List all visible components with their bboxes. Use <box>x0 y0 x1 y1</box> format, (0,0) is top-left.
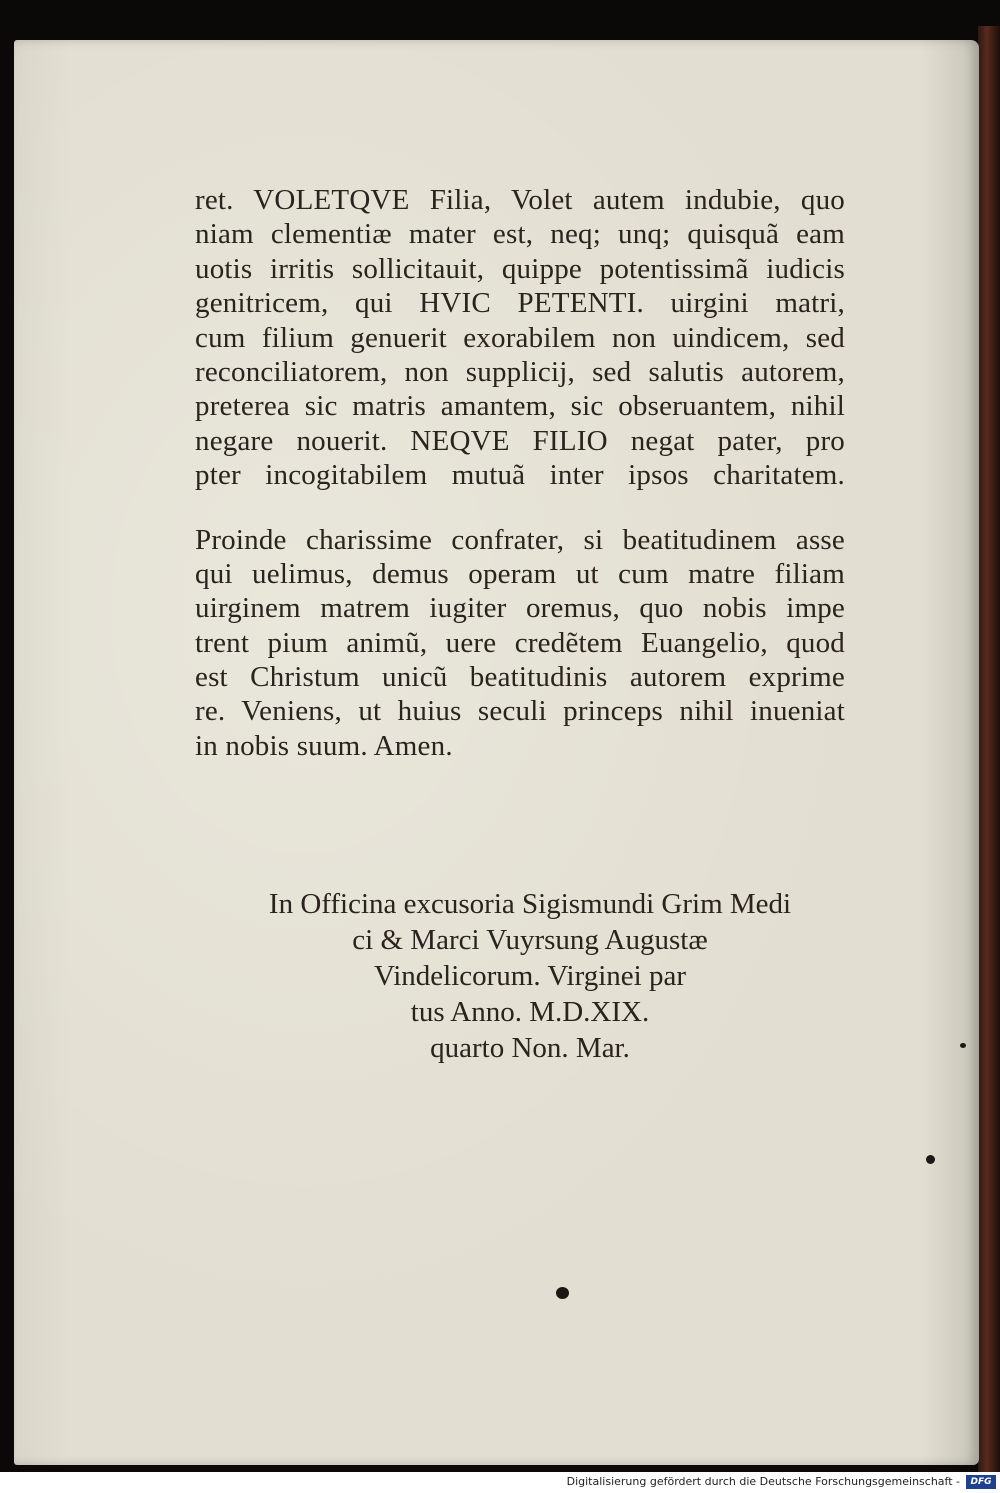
text-line: Proinde charissime confrater, si beatitudinem asse <box>195 523 845 556</box>
text-line: uirginem matrem iugiter oremus, quo nobis impe <box>195 592 845 625</box>
funding-credit: Digitalisierung gefördert durch die Deutsche Forschungsgemeinschaft - <box>566 1475 960 1488</box>
paragraph-2 <box>195 523 845 764</box>
text-line: qui uelimus, demus operam ut cum matre filiam <box>195 557 845 590</box>
text-line: reconciliatorem, non supplicij, sed salutis autorem, <box>195 355 845 388</box>
text-line: negare nouerit. NEQVE FILIO negat pater, pro <box>195 424 845 457</box>
ink-spot <box>556 1287 569 1299</box>
footer-bar <box>0 1472 1000 1493</box>
colophon-line: In Officina excusoria Sigismundi Grim Medi <box>268 888 792 920</box>
text-line: ret. VOLETQVE Filia, Volet autem indubie, quo <box>195 184 845 216</box>
dfg-logo: DFG <box>966 1475 996 1489</box>
text-line: uotis irritis sollicitauit, quippe potentissimã iudicis <box>195 252 845 285</box>
paragraph-1 <box>195 183 845 493</box>
ink-spot <box>926 1155 935 1164</box>
colophon-line: Vindelicorum. Virginei par <box>374 960 686 992</box>
main-text <box>195 183 845 763</box>
colophon-line: ci & Marci Vuyrsung Augustæ <box>352 924 708 956</box>
colophon-line: quarto Non. Mar. <box>430 1032 630 1064</box>
colophon <box>200 886 860 1066</box>
ink-spot <box>960 1043 966 1048</box>
text-line: in nobis suum. Amen. <box>195 729 453 762</box>
text-line: trent pium animũ, uere credẽtem Euangelio, quod <box>195 626 845 659</box>
text-line: est Christum unicũ beatitudinis autorem exprime <box>195 661 845 694</box>
text-line: pter incogitabilem mutuã inter ipsos charitatem. <box>195 459 845 492</box>
text-line: preterea sic matris amantem, sic obseruantem, nihil <box>195 390 845 423</box>
text-line: genitricem, qui HVIC PETENTI. uirgini matri, <box>195 287 845 320</box>
colophon-line: tus Anno. M.D.XIX. <box>410 996 650 1028</box>
text-line: cum filium genuerit exorabilem non uindicem, sed <box>195 321 845 354</box>
text-line: niam clementiæ mater est, neq; unq; quisquã eam <box>195 218 845 251</box>
text-line: re. Veniens, ut huius seculi princeps nihil inueniat <box>195 695 845 728</box>
book-edge <box>978 26 1000 1472</box>
